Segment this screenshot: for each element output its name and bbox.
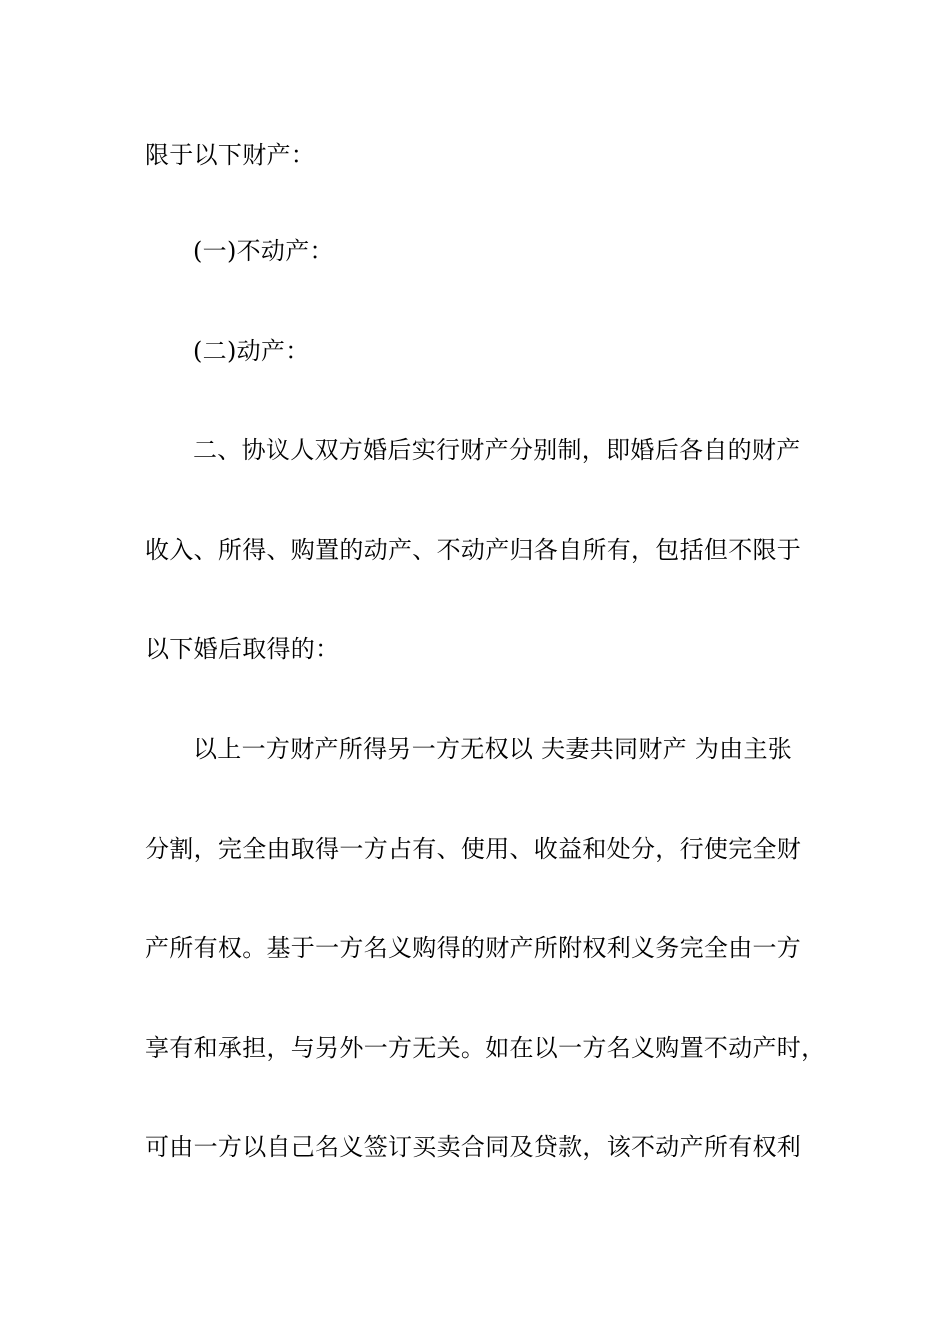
text-line-11: 可由一方以自己名义签订买卖合同及贷款，该不动产所有权利 — [145, 1133, 802, 1161]
text-line-5: 收入、所得、购置的动产、不动产归各自所有，包括但不限于 — [145, 536, 802, 564]
text-line-1: 限于以下财产： — [145, 141, 316, 169]
text-line-4: 二、协议人双方婚后实行财产分别制，即婚后各自的财产 — [193, 436, 801, 464]
text-line-10: 享有和承担，与另外一方无关。如在以一方名义购置不动产时， — [145, 1034, 826, 1062]
text-line-8: 分割，完全由取得一方占有、使用、收益和处分，行使完全财 — [145, 835, 802, 863]
text-line-7: 以上一方财产所得另一方无权以 夫妻共同财产 为由主张 — [193, 735, 793, 763]
text-line-9: 产所有权。基于一方名义购得的财产所附权利义务完全由一方 — [145, 934, 802, 962]
text-line-2: (一)不动产： — [193, 237, 334, 265]
text-line-3: (二)动产： — [193, 337, 310, 365]
text-line-6: 以下婚后取得的： — [145, 635, 340, 663]
